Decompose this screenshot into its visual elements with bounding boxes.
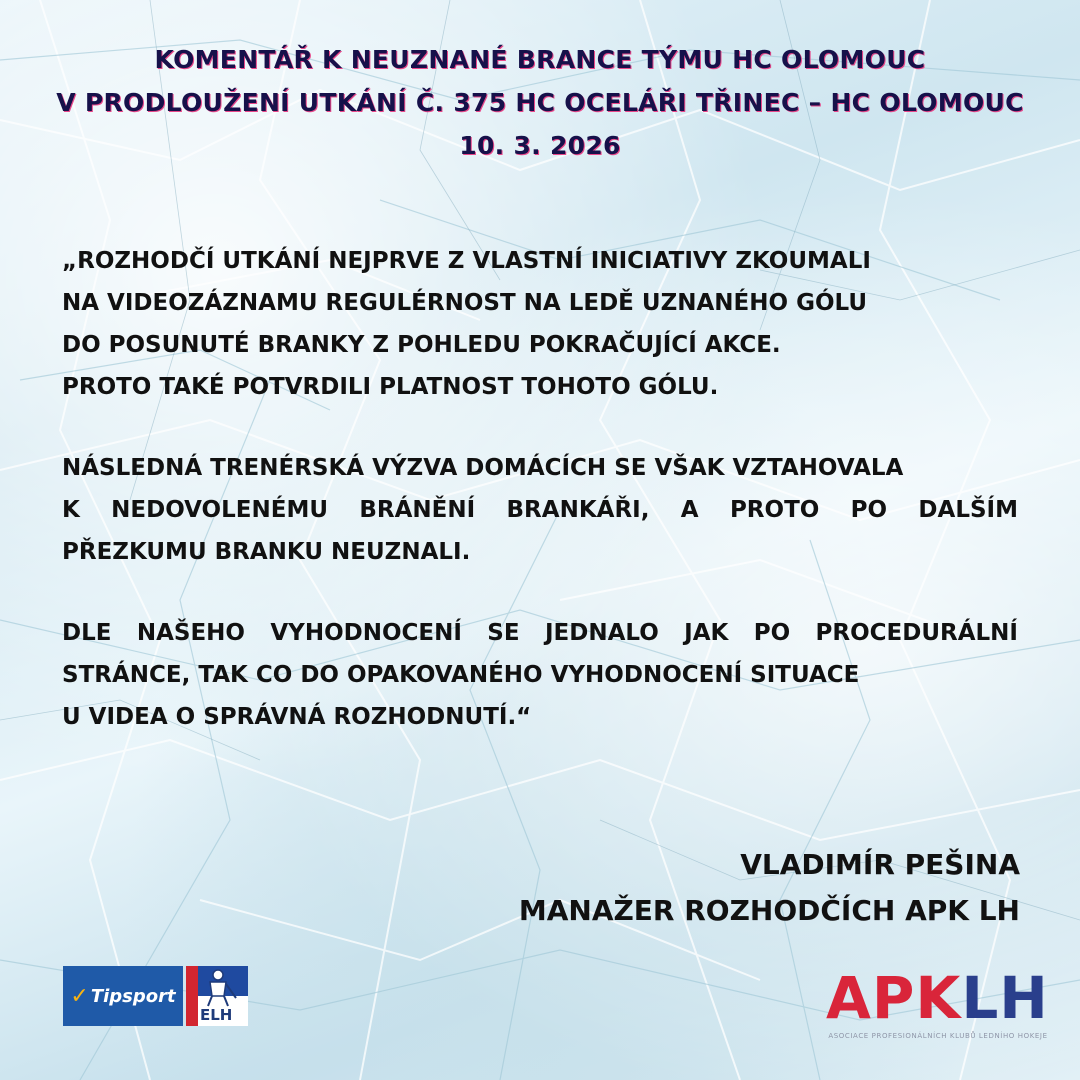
- statement-paragraph-3: [62, 612, 1018, 738]
- statement-line: NA VIDEOZÁZNAMU REGULÉRNOST NA LEDĚ UZNANÉHO GÓLU: [62, 290, 868, 316]
- statement-line: „ROZHODČÍ UTKÁNÍ NEJPRVE Z VLASTNÍ INICIATIVY ZKOUMALI: [62, 248, 871, 274]
- tipsport-chevron-icon: ✓: [70, 983, 89, 1009]
- apk-lh-logo: [822, 966, 1054, 1046]
- header-title-line-1: KOMENTÁŘ K NEUZNANÉ BRANCE TÝMU HC OLOMOUC: [154, 45, 926, 74]
- apk-tagline: ASOCIACE PROFESIONÁLNÍCH KLUBŮ LEDNÍHO HOKEJE: [828, 1032, 1048, 1040]
- statement-line: STRÁNCE, TAK CO DO OPAKOVANÉHO VYHODNOCENÍ SITUACE: [62, 662, 860, 688]
- announcement-header: [0, 38, 1080, 167]
- header-title-line-2: V PRODLOUŽENÍ UTKÁNÍ Č. 375 HC OCELÁŘI TŘINEC – HC OLOMOUC: [56, 88, 1024, 117]
- header-date: 10. 3. 2026: [459, 131, 621, 160]
- statement-line: U VIDEA O SPRÁVNÁ ROZHODNUTÍ.“: [62, 704, 532, 730]
- statement-line: PROTO TAKÉ POTVRDILI PLATNOST TOHOTO GÓLU.: [62, 374, 719, 400]
- signature-name: VLADIMÍR PEŠINA: [740, 848, 1020, 881]
- statement-line: PŘEZKUMU BRANKU NEUZNALI.: [62, 539, 471, 565]
- apk-wordmark-part: APK: [826, 964, 962, 1032]
- statement-line: DLE NAŠEHO VYHODNOCENÍ SE JEDNALO JAK PO PROCEDURÁLNÍ: [62, 620, 1018, 646]
- hockey-player-icon: [196, 968, 240, 1008]
- tipsport-logo: [63, 966, 183, 1026]
- elh-logo-text: ELH: [200, 1006, 233, 1024]
- statement-paragraph-1: [62, 240, 1018, 408]
- statement-line: DO POSUNUTÉ BRANKY Z POHLEDU POKRAČUJÍCÍ AKCE.: [62, 332, 781, 358]
- statement-paragraph-2: [62, 447, 1018, 573]
- signature-role: MANAŽER ROZHODČÍCH APK LH: [518, 894, 1020, 927]
- elh-logo: [186, 966, 248, 1026]
- apk-lh-wordmark: [826, 966, 1049, 1030]
- signature-block: [519, 842, 1020, 934]
- statement-body: [62, 240, 1018, 777]
- lh-wordmark-part: LH: [961, 964, 1049, 1032]
- statement-line: NÁSLEDNÁ TRENÉRSKÁ VÝZVA DOMÁCÍCH SE VŠAK VZTAHOVALA: [62, 455, 904, 481]
- tipsport-logo-text: Tipsport: [90, 985, 176, 1007]
- statement-line: K NEDOVOLENÉMU BRÁNĚNÍ BRANKÁŘI, A PROTO PO DALŠÍM: [62, 497, 1018, 523]
